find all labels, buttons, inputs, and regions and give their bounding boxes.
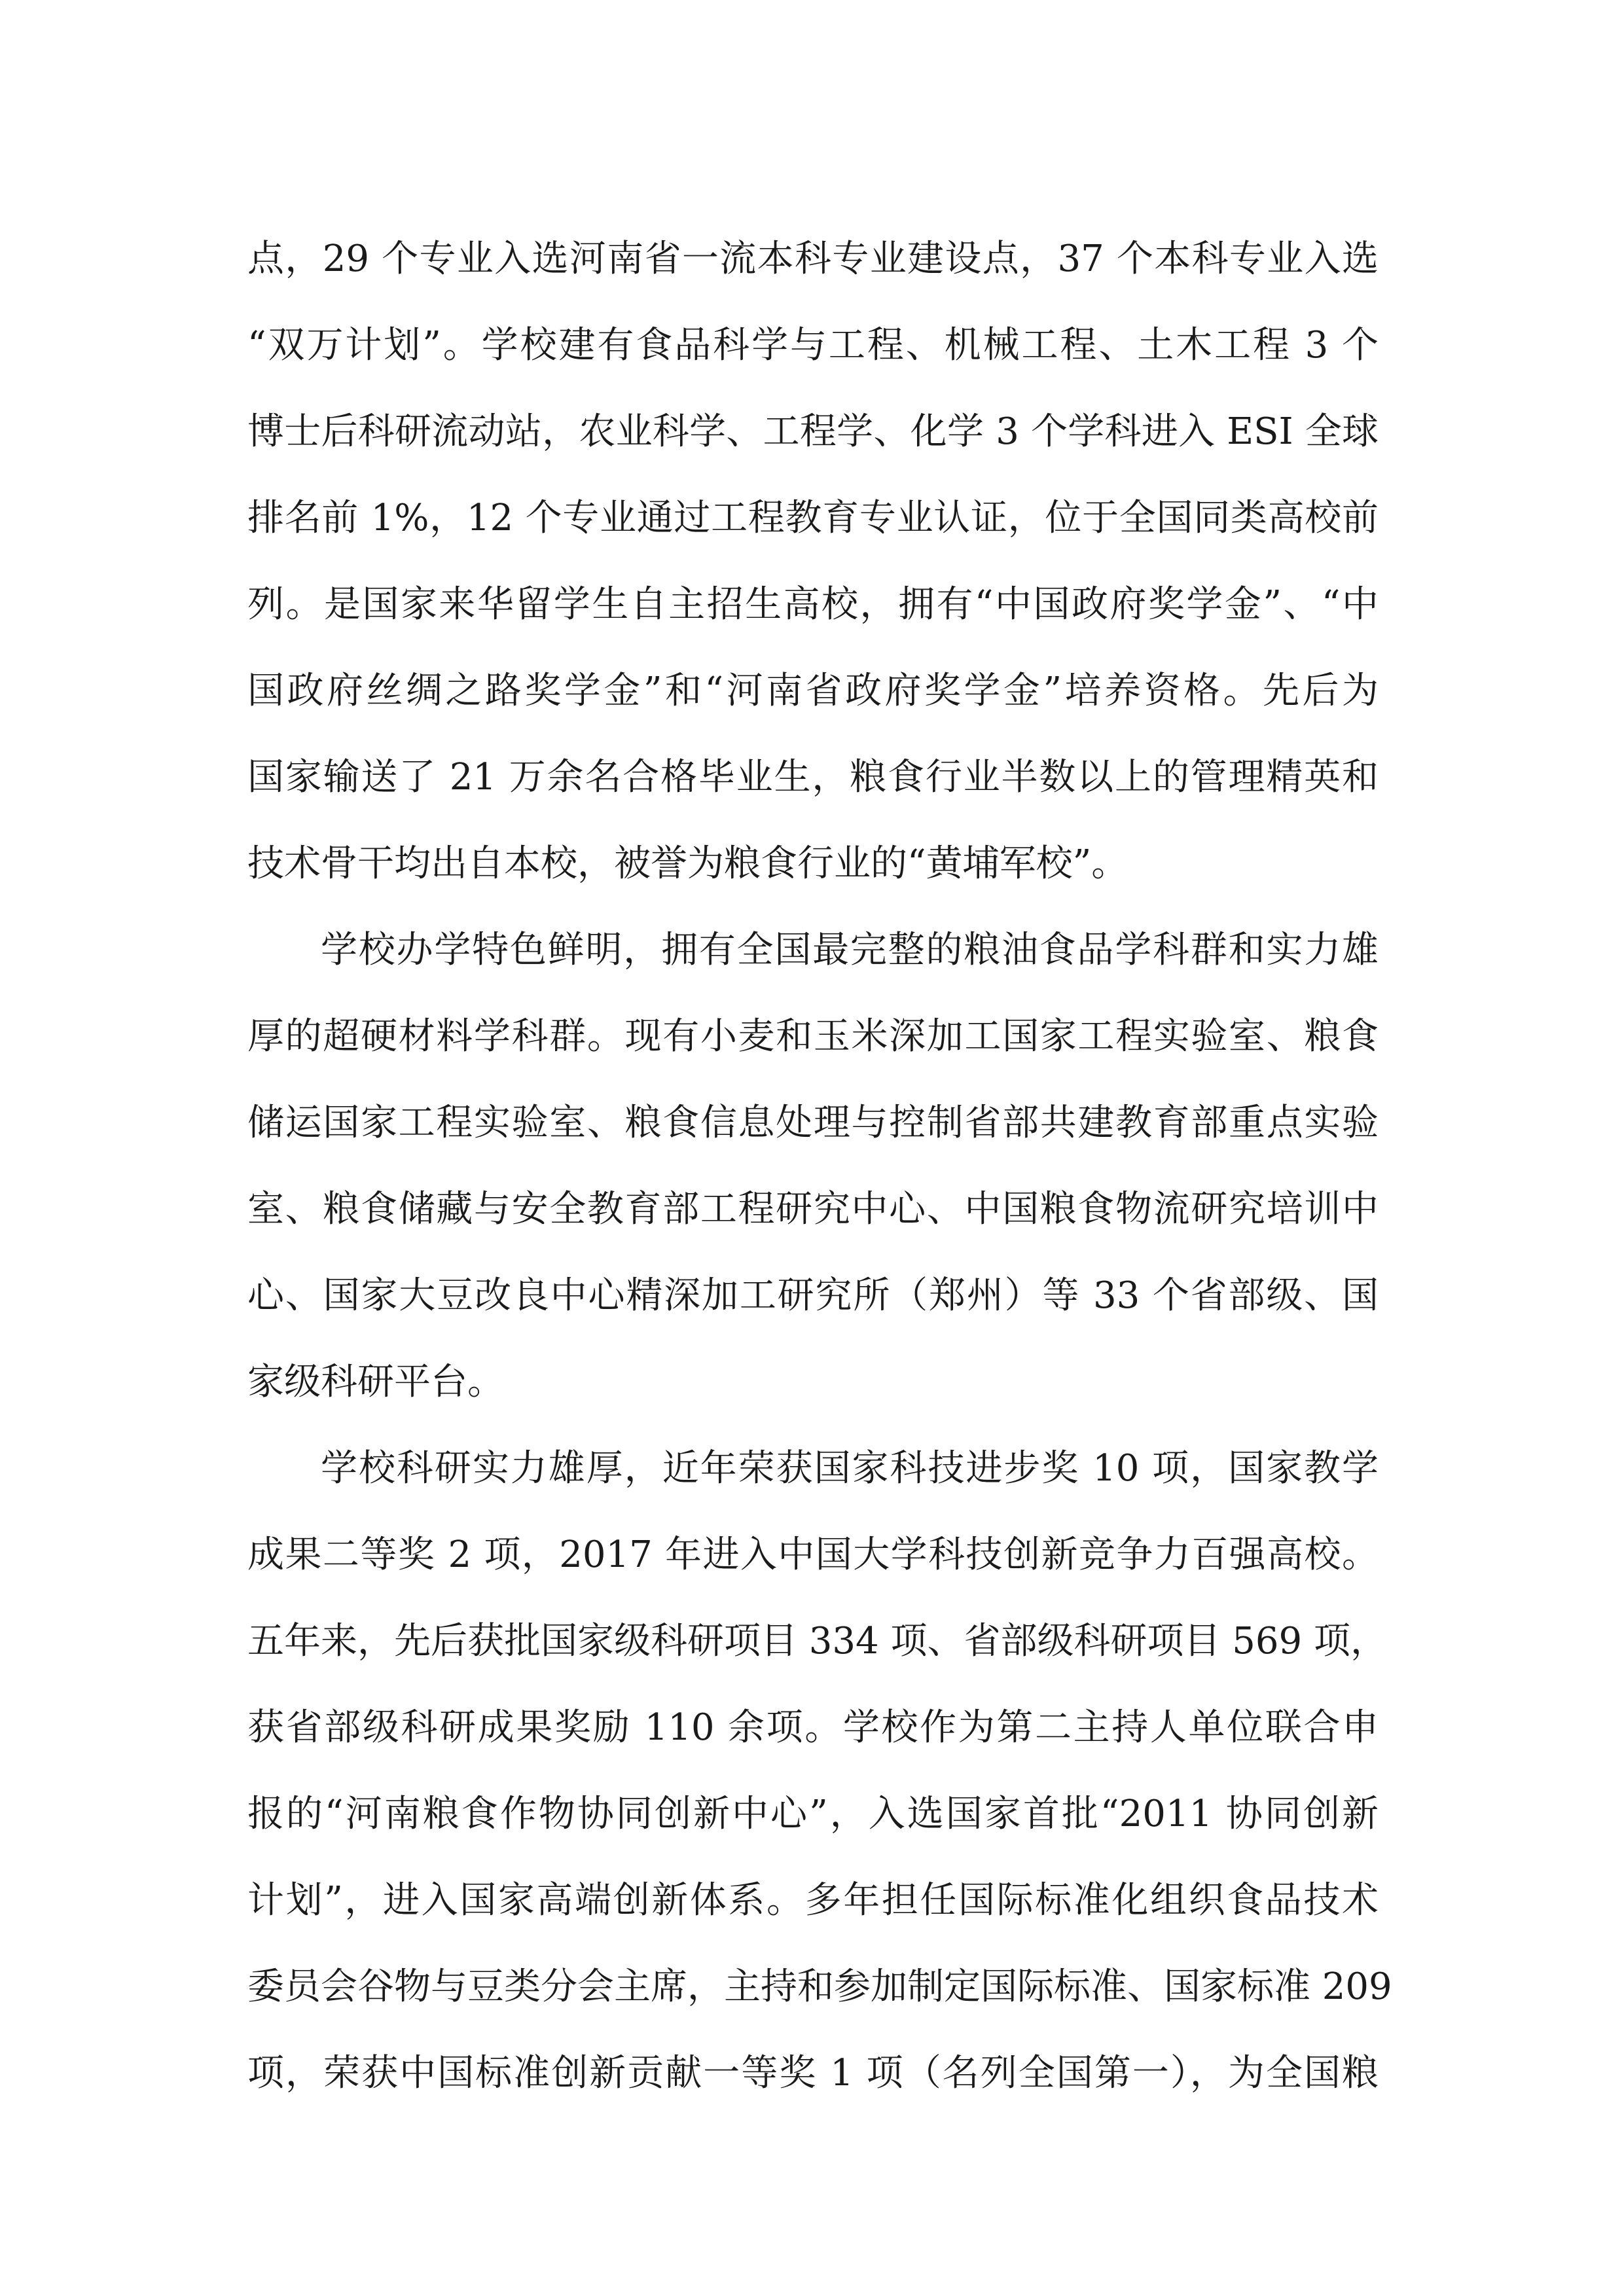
text-line: 计划”，进入国家高端创新体系。多年担任国际标准化组织食品技术: [247, 1879, 1379, 1922]
text-line: 心、国家大豆改良中心精深加工研究所（郑州）等 33 个省部级、国: [247, 1274, 1379, 1317]
text-line: 五年来，先后获批国家级科研项目 334 项、省部级科研项目 569 项，: [247, 1620, 1387, 1662]
text-line: 家级科研平台。: [247, 1361, 504, 1403]
text-line: 室、粮食储藏与安全教育部工程研究中心、中国粮食物流研究培训中: [247, 1188, 1379, 1230]
text-line: 技术骨干均出自本校，被誉为粮食行业的“黄埔军校”。: [247, 842, 1128, 885]
text-line: 排名前 1%，12 个专业通过工程教育专业认证，位于全国同类高校前: [247, 497, 1379, 539]
text-line: 点，29 个专业入选河南省一流本科专业建设点，37 个本科专业入选: [247, 238, 1379, 280]
text-line: 委员会谷物与豆类分会主席，主持和参加制定国际标准、国家标准 209: [247, 1965, 1392, 2008]
text-line: 项，荣获中国标准创新贡献一等奖 1 项（名列全国第一），为全国粮: [247, 2052, 1379, 2094]
body-text: [247, 216, 1392, 2117]
text-line: “双万计划”。学校建有食品科学与工程、机械工程、土木工程 3 个: [247, 324, 1379, 367]
text-line: 列。是国家来华留学生自主招生高校，拥有“中国政府奖学金”、“中: [247, 583, 1379, 626]
paragraph-first-line: 学校办学特色鲜明，拥有全国最完整的粮油食品学科群和实力雄: [321, 929, 1379, 971]
text-line: 国政府丝绸之路奖学金”和“河南省政府奖学金”培养资格。先后为: [247, 670, 1379, 712]
text-line: 获省部级科研成果奖励 110 余项。学校作为第二主持人单位联合申: [247, 1706, 1379, 1749]
text-line: 厚的超硬材料学科群。现有小麦和玉米深加工国家工程实验室、粮食: [247, 1015, 1379, 1058]
paragraph-first-line: 学校科研实力雄厚，近年荣获国家科技进步奖 10 项，国家教学: [321, 1447, 1379, 1490]
text-line: 成果二等奖 2 项，2017 年进入中国大学科技创新竞争力百强高校。: [247, 1534, 1379, 1576]
text-line: 国家输送了 21 万余名合格毕业生，粮食行业半数以上的管理精英和: [247, 756, 1379, 798]
text-line: 储运国家工程实验室、粮食信息处理与控制省部共建教育部重点实验: [247, 1102, 1379, 1144]
text-line: 报的“河南粮食作物协同创新中心”，入选国家首批“2011 协同创新: [247, 1793, 1379, 1835]
text-line: 博士后科研流动站，农业科学、工程学、化学 3 个学科进入 ESI 全球: [247, 410, 1379, 453]
